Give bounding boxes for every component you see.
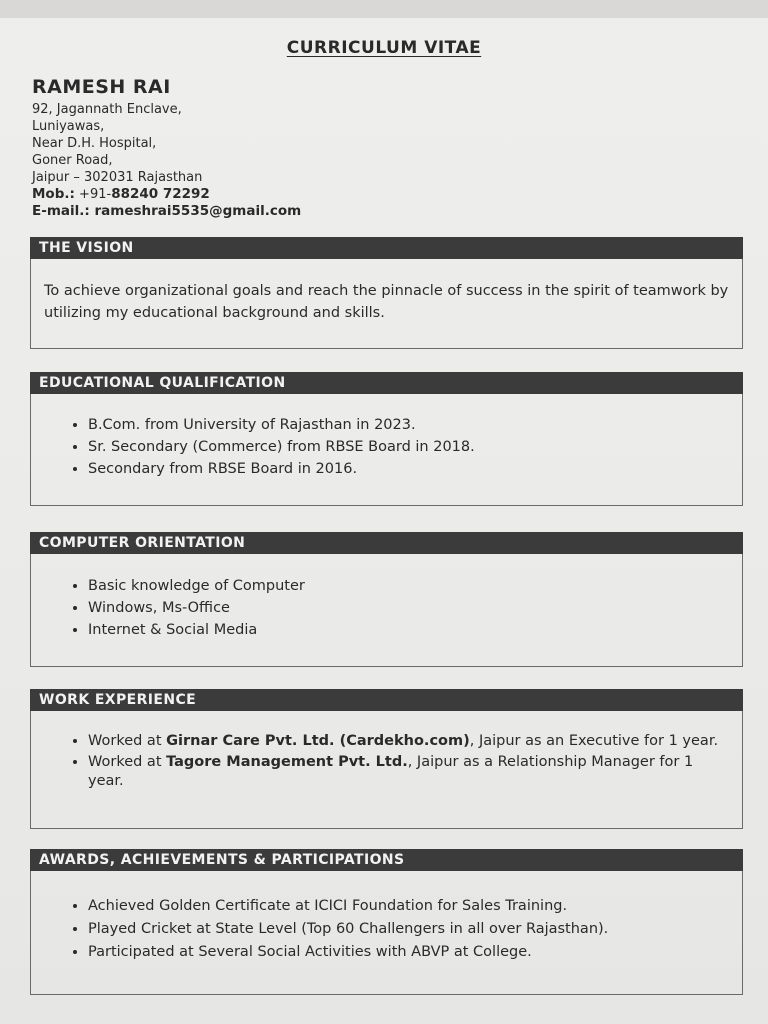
list-item: • Worked at Girnar Care Pvt. Ltd. (Cardekho.com), Jaipur as an Executive for 1 year. xyxy=(88,732,732,751)
section-body xyxy=(30,871,743,995)
section-body xyxy=(30,554,743,667)
email-address: rameshrai5535@gmail.com xyxy=(94,203,302,219)
list-item: • Secondary from RBSE Board in 2016. xyxy=(88,458,732,480)
mobile-prefix: +91- xyxy=(79,187,112,202)
work-list xyxy=(31,732,742,791)
awards-list xyxy=(31,895,742,964)
list-item: • Windows, Ms-Office xyxy=(88,597,732,619)
section-computer xyxy=(30,532,743,667)
section-heading: COMPUTER ORIENTATION xyxy=(30,532,743,554)
contact-block xyxy=(32,76,301,220)
email-line xyxy=(32,203,301,220)
document-title: CURRICULUM VITAE xyxy=(286,38,482,58)
list-item: • Basic knowledge of Computer xyxy=(88,575,732,597)
education-list xyxy=(31,414,742,480)
vision-text: To achieve organizational goals and reach the pinnacle of success in the spirit of teamwork by utilizing my educational background and skills. xyxy=(44,283,729,321)
list-item: • Achieved Golden Certificate at ICICI Foundation for Sales Training. xyxy=(88,895,732,918)
list-item: • B.Com. from University of Rajasthan in 2023. xyxy=(88,414,732,436)
company-name: Tagore Management Pvt. Ltd. xyxy=(166,754,408,770)
section-heading: WORK EXPERIENCE xyxy=(30,689,743,711)
mobile-line xyxy=(32,186,301,203)
candidate-name: RAMESH RAI xyxy=(32,76,171,98)
list-item: • Worked at Tagore Management Pvt. Ltd., Jaipur as a Relationship Manager for 1 year. xyxy=(88,753,732,791)
computer-list xyxy=(31,575,742,641)
list-item: • Participated at Several Social Activities with ABVP at College. xyxy=(88,941,732,964)
address-line: 92, Jagannath Enclave, xyxy=(32,102,182,117)
section-education xyxy=(30,372,743,506)
section-awards xyxy=(30,849,743,995)
section-body xyxy=(30,711,743,829)
section-heading: AWARDS, ACHIEVEMENTS & PARTICIPATIONS xyxy=(30,849,743,871)
address-line: Jaipur – 302031 Rajasthan xyxy=(32,170,203,185)
section-heading: EDUCATIONAL QUALIFICATION xyxy=(30,372,743,394)
cv-page xyxy=(0,18,768,1024)
company-name: Girnar Care Pvt. Ltd. (Cardekho.com) xyxy=(166,733,470,749)
mobile-label: Mob.: xyxy=(32,186,75,202)
section-heading: THE VISION xyxy=(30,237,743,259)
address-line: Goner Road, xyxy=(32,153,113,168)
address-line: Near D.H. Hospital, xyxy=(32,136,157,151)
section-body xyxy=(30,394,743,506)
email-label: E-mail.: xyxy=(32,203,90,219)
list-item: • Internet & Social Media xyxy=(88,619,732,641)
list-item: • Played Cricket at State Level (Top 60 Challengers in all over Rajasthan). xyxy=(88,918,732,941)
mobile-number: 88240 72292 xyxy=(111,186,210,202)
section-body xyxy=(30,259,743,349)
address-line: Luniyawas, xyxy=(32,119,105,134)
section-vision xyxy=(30,237,743,349)
list-item: • Sr. Secondary (Commerce) from RBSE Board in 2018. xyxy=(88,436,732,458)
section-work xyxy=(30,689,743,829)
